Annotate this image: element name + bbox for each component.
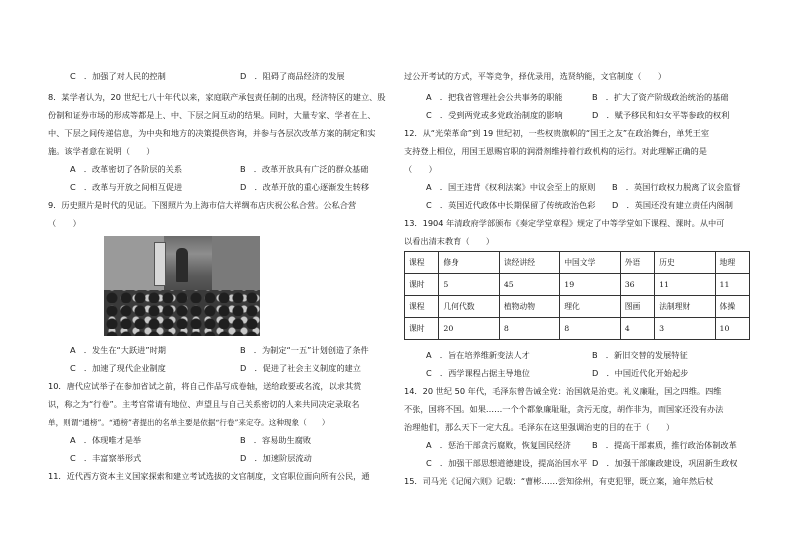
table-cell: 地理 <box>715 252 749 274</box>
q12-option-d: D ．英国还没有建立责任内阁制 <box>612 200 733 210</box>
q7-option-d: D ．阻碍了商品经济的发展 <box>240 71 345 81</box>
q8-line: 份制和证券市场的形成等都是上、中、下层之间互动的结果。同时，大量专家、学者在上、 <box>48 110 376 120</box>
table-cell: 读经讲经 <box>499 252 559 274</box>
q14-line: 治理他们，那么天下一定大乱。毛泽东在这里强调治吏的目的在于（ ） <box>404 422 675 432</box>
q13-option-d: D ．中国近代化开始起步 <box>592 368 689 378</box>
table-cell: 中国文学 <box>560 252 620 274</box>
celebrating-crowd <box>104 290 260 336</box>
q12-option-a: A ．国王违背《权利法案》中议会至上的原则 <box>426 182 596 192</box>
table-cell: 课时 <box>405 318 439 340</box>
table-cell: 修身 <box>439 252 499 274</box>
q12-line: 12．从“光荣革命”到 19 世纪初，一些权贵旗帜的“国王之友”在政治舞台，单凭王室 <box>404 128 710 138</box>
q11-option-a: A ．把我省管理社会公共事务的职能 <box>426 92 563 102</box>
q14-line: 14．20 世纪 50 年代，毛泽东曾告诫全党：治国就是治吏。礼义廉耻，国之四维。四维 <box>404 386 722 396</box>
q9-option-b: B ．为制定“一五”计划创造了条件 <box>240 345 369 355</box>
q13-line: 以看出清末教育（ ） <box>404 236 495 246</box>
q13-option-c: C ．西学课程占据主导地位 <box>426 368 530 378</box>
q10-option-a: A ．体现唯才是举 <box>70 435 142 445</box>
table-cell: 课程 <box>405 296 439 318</box>
table-cell: 课时 <box>405 274 439 296</box>
curriculum-table <box>404 251 750 340</box>
q8-line: 中、下层之间传递信息，为中央和地方的决策提供咨询，并参与各层次改革方案的制定和实 <box>48 128 376 138</box>
table-cell: 11 <box>715 274 749 296</box>
table-cell: 课程 <box>405 252 439 274</box>
q11-option-d: D ．赋予移民和妇女平等参政的权利 <box>592 110 730 120</box>
q10-option-b: B ．容易助生腐败 <box>240 435 312 445</box>
table-cell: 8 <box>560 318 620 340</box>
q10-option-d: D ．加速阶层流动 <box>240 453 312 463</box>
q11-line: 11．近代西方资本主义国家探索和建立考试选拔的文官制度，文官职位面向所有公民，通 <box>48 471 370 481</box>
q13-option-a: A ．旨在培养维新变法人才 <box>426 350 530 360</box>
q11-option-c: C ．受到两党或多党政治制度的影响 <box>426 110 563 120</box>
q14-option-c: C ．加强干部思想道德建设，提高治国水平 <box>426 458 588 468</box>
q13-line: 13．1904 年清政府学部颁布《奏定学堂章程》规定了中等学堂如下课程、课时。从中可 <box>404 218 725 228</box>
table-row <box>405 296 750 318</box>
table-cell: 几何代数 <box>439 296 499 318</box>
table-cell: 外语 <box>620 252 654 274</box>
table-cell: 19 <box>560 274 620 296</box>
q9-line: （ ） <box>48 218 81 228</box>
q13-option-b: B ．新旧交替的发展特征 <box>592 350 688 360</box>
table-cell: 图画 <box>620 296 654 318</box>
q15-line: 15．司马光《记闻六则》记载：“曹彬……尝知徐州，有吏犯罪，既立案，逾年然后杖 <box>404 476 714 486</box>
table-cell: 20 <box>439 318 499 340</box>
q8-option-a: A ．改革密切了各阶层的关系 <box>70 164 183 174</box>
table-cell: 11 <box>655 274 715 296</box>
q12-option-c: C ．英国近代政体中长期保留了传统政治色彩 <box>426 200 596 210</box>
table-cell: 45 <box>499 274 559 296</box>
table-cell: 植物动物 <box>499 296 559 318</box>
q9-line: 9．历史照片是时代的见证。下图照片为上海市信大祥绸布店庆祝公私合营。公私合营 <box>48 200 357 210</box>
table-cell: 10 <box>715 318 749 340</box>
table-cell: 5 <box>439 274 499 296</box>
table-cell: 体操 <box>715 296 749 318</box>
q8-line: 8．某学者认为，20 世纪七八十年代以来，家庭联产承包责任制的出现，经济特区的建立、股 <box>48 92 386 102</box>
table-row <box>405 252 750 274</box>
q11-line: 过公开考试的方式，平等竞争，择优录用，选贤纳能，文官制度（ ） <box>404 71 667 81</box>
q10-line: 10．唐代应试举子在参加省试之前，将自己作品写成卷轴，送给政要或名流，以求其赏 <box>48 381 362 391</box>
q9-option-c: C ．加速了现代企业制度 <box>70 363 166 373</box>
table-cell: 36 <box>620 274 654 296</box>
q14-option-a: A ．惩治干部贪污腐败，恢复国民经济 <box>426 440 571 450</box>
q8-option-b: B ．改革开放具有广泛的群众基础 <box>240 164 369 174</box>
q14-option-b: B ．提高干部素质，推行政治体制改革 <box>592 440 737 450</box>
q9-option-d: D ．促进了社会主义制度的建立 <box>240 363 361 373</box>
table-cell: 历史 <box>655 252 715 274</box>
q10-line: 识，称之为“行卷”。主考官常请有地位、声望且与自己关系密切的人来共同决定录取名 <box>48 399 360 409</box>
q10-line: 单，则谓“通榜”。“通榜”者提出的名单主要是依据“行卷”来定夺。这种现象（ ） <box>48 418 330 427</box>
table-cell: 法制理财 <box>655 296 715 318</box>
table-cell: 3 <box>655 318 715 340</box>
q8-option-c: C ．改革与开放之间相互促进 <box>70 182 183 192</box>
q7-option-c: C ．加强了对人民的控制 <box>70 71 166 81</box>
q11-option-b: B ．扩大了资产阶级政治统治的基础 <box>592 92 729 102</box>
table-cell: 理化 <box>560 296 620 318</box>
storefront-sign <box>154 242 166 286</box>
q10-option-c: C ．丰富察举形式 <box>70 453 142 463</box>
q12-line: （ ） <box>404 164 437 174</box>
table-row <box>405 318 750 340</box>
q8-line: 施。该学者意在说明（ ） <box>48 146 155 156</box>
q14-option-d: D ．加强干部廉政建设，巩固新生政权 <box>592 458 738 468</box>
q8-option-d: D ．改革开放的重心逐渐发生转移 <box>240 182 370 192</box>
q14-line: 不张，国将不国。如果……一个个都象廉耻耻，贪污无度，胡作非为，而国家还没有办法 <box>404 404 724 414</box>
q12-option-b: B ．英国行政权力脱离了议会监督 <box>612 182 741 192</box>
q12-line: 支持登上相位，用国王恩赐官职的润滑剂维持着行政机构的运行。对此理解正确的是 <box>404 146 707 156</box>
table-cell: 8 <box>499 318 559 340</box>
q9-option-a: A ．发生在“大跃进”时期 <box>70 345 166 355</box>
table-cell: 4 <box>620 318 654 340</box>
table-row <box>405 274 750 296</box>
speaker-figure <box>176 248 188 282</box>
public-private-partnership-photo <box>104 236 260 336</box>
